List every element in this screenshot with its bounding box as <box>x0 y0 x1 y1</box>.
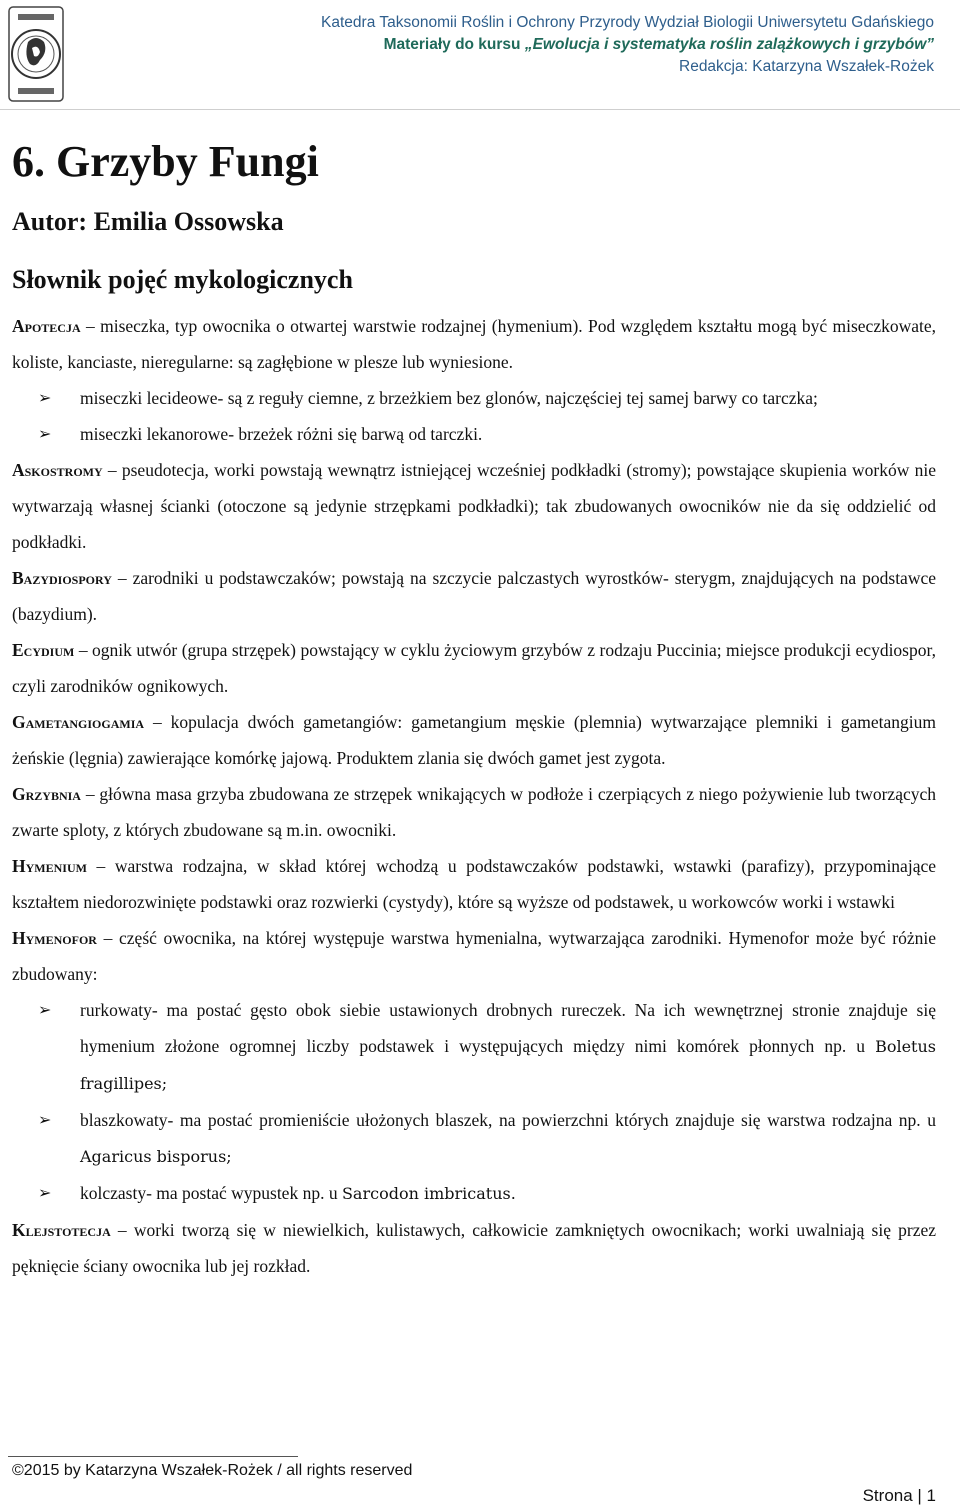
page-title: 6. Grzyby Fungi <box>12 137 319 186</box>
footer-divider <box>8 1456 298 1457</box>
glossary-list <box>12 308 936 1284</box>
glossary-entry-bazydiospory: Bazydiospory – zarodniki u podstawczaków; powstają na szczycie palczastych wyrostków- sterygm, znajdujących na podstawce (bazydium). <box>12 568 936 624</box>
main-content <box>12 128 936 1284</box>
glossary-entry-klejstotecja: Klejstotecja – worki tworzą się w niewielkich, kulistawych, całkowicie zamkniętych owocnikach; worki uwalniają się przez pęknięcie ściany owocnika lub jej rozkład. <box>12 1220 936 1276</box>
glossary-entry-grzybnia: Grzybnia – główna masa grzyba zbudowana ze strzępek wnikających w podłoże i czerpiących z niego pożywienie lub tworzących zwarte sploty, z których zbudowane są m.in. owocniki. <box>12 784 936 840</box>
header-course: Materiały do kursu „Ewolucja i systematyka roślin zalążkowych i grzybów” <box>383 36 934 53</box>
list-item: ➢ miseczki lecideowe- są z reguły ciemne, z brzeżkiem bez glonów, najczęściej tej samej barwy co tarczka; <box>12 380 936 416</box>
footer-copyright: ©2015 by Katarzyna Wszałek-Rożek / all rights reserved <box>12 1462 413 1479</box>
list-item: ➢ kolczasty- ma postać wypustek np. u Sarcodon imbricatus. <box>12 1175 936 1212</box>
header-editor: Redakcja: Katarzyna Wszałek-Rożek <box>679 58 934 75</box>
glossary-entry-hymenofor: Hymenofor – część owocnika, na której występuje warstwa hymenialna, wytwarzająca zarodniki. Hymenofor może być różnie zbudowany: <box>12 928 936 984</box>
glossary-entry-askostromy: Askostromy – pseudotecja, worki powstają wewnątrz istniejącej wcześniej podkładki (stromy); powstające skupienia worków nie wytwarzają własnej ścianki (otoczone są jedynie strzępkami podkładki); tak zbudowanych owocników nie da się oddzielić od podkładki. <box>12 460 936 552</box>
arrowhead-bullet-icon: ➢ <box>38 424 52 443</box>
list-item: ➢ miseczki lekanorowe- brzeżek różni się barwą od tarczki. <box>12 416 936 452</box>
university-seal-icon <box>8 6 64 102</box>
arrowhead-bullet-icon: ➢ <box>38 1183 52 1202</box>
arrowhead-bullet-icon: ➢ <box>38 388 52 407</box>
glossary-entry-apotecja: Apotecja – miseczka, typ owocnika o otwartej warstwie rodzajnej (hymenium). Pod względem kształtu mogą być miseczkowate, koliste, kanciaste, nieregularne: są zagłębione w plesze lub wyniesione. <box>12 316 936 372</box>
arrowhead-bullet-icon: ➢ <box>38 1000 52 1019</box>
list-item: ➢ blaszkowaty- ma postać promieniście ułożonych blaszek, na powierzchni których znajduje się warstwa rodzajna np. u Agaricus bisporus; <box>12 1102 936 1175</box>
apotecja-bullets <box>12 380 936 452</box>
glossary-entry-hymenium: Hymenium – warstwa rodzajna, w skład której wchodzą u podstawczaków podstawki, wstawki (parafizy), przypominające kształtem niedorozwinięte podstawki oraz rozwierki (cystydy), które są wyższe od podstawek, u workowców worki i wstawki <box>12 856 936 912</box>
author-heading: Autor: Emilia Ossowska <box>12 207 284 236</box>
list-item: ➢ rurkowaty- ma postać gęsto obok siebie ustawionych drobnych rureczek. Na ich wewnętrznej stronie znajduje się hymenium złożone ogromnej liczby podstawek i występujących między nimi komórek płonnych np. u Boletus fragillipes; <box>12 992 936 1102</box>
page-number: Strona | 1 <box>862 1486 936 1505</box>
glossary-entry-ecydium: Ecydium – ognik utwór (grupa strzępek) powstający w cyklu życiowym grzybów z rodzaju Puccinia; miejsce produkcji ecydiospor, czyli zarodników ognikowych. <box>12 640 936 696</box>
header-divider <box>0 109 960 110</box>
header-institution: Katedra Taksonomii Roślin i Ochrony Przyrody Wydział Biologii Uniwersytetu Gdańskiego <box>321 14 934 31</box>
arrowhead-bullet-icon: ➢ <box>38 1110 52 1129</box>
hymenofor-bullets <box>12 992 936 1212</box>
section-heading: Słownik pojęć mykologicznych <box>12 265 353 294</box>
glossary-entry-gametangiogamia: Gametangiogamia – kopulacja dwóch gametangiów: gametangium męskie (plemnia) wytwarzające plemniki i gametangium żeńskie (lęgnia) zawierające komórkę jajową. Produktem zlania się dwóch gamet jest zygota. <box>12 712 936 768</box>
page-header <box>0 0 960 112</box>
